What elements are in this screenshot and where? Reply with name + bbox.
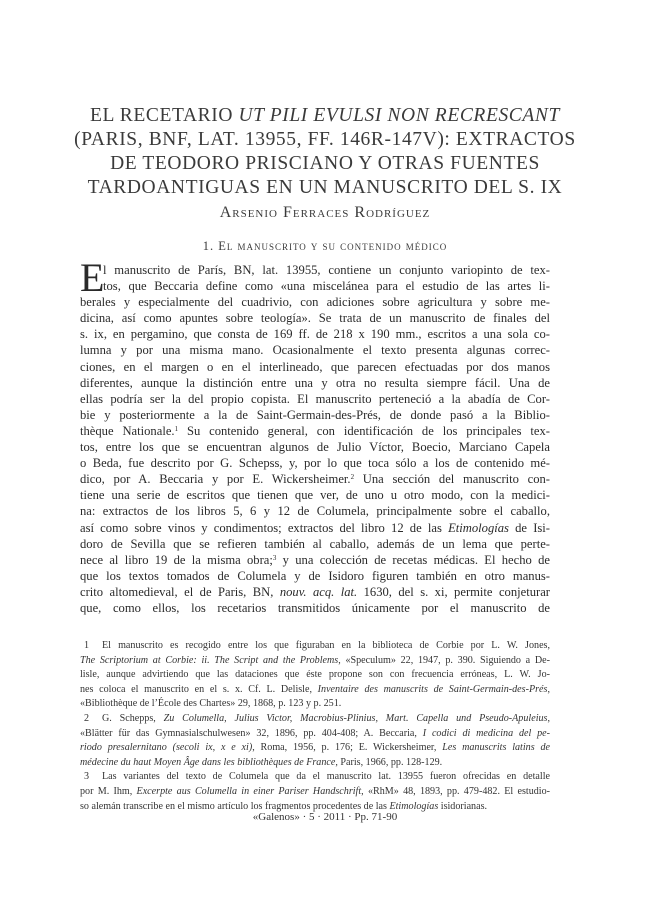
- footnote-line: «Blätter für das Gymnasialschulwesen» 32, 1896, pp. 404-408; A. Beccaria, I codici di medicina del pe-: [80, 727, 550, 739]
- body-line: doro de Sevilla que se refieren también al caballo, además de un lema que perte-: [80, 536, 550, 551]
- body-line: nece al libro 19 de la misma obra;$^3$ y una colección de recetas médicas. El hecho de: [80, 552, 550, 567]
- footnote-line: so alemán transcribe en el mismo artículo los fragmentos procedentes de las Etimologías isidorianas.: [80, 800, 488, 812]
- title-italic: UT PILI EVULSI NON RECRESCANT: [238, 105, 560, 126]
- footnote-ref[interactable]: 2: [350, 473, 355, 482]
- footnote-line: médecine du haut Moyen Âge dans les bibliothèques de France, Paris, 1966, pp. 128-129.: [80, 756, 443, 768]
- body-line: dico, por A. Beccaria y por E. Wickersheimer.$^2$ Una sección del manuscrito con-: [80, 472, 550, 487]
- footnote-2: 2 G. Schepps, Zu Columella, Julius Victor, Macrobius-Plinius, Mart. Capella und Pseudo-Apuleius,: [80, 712, 550, 727]
- footnote-3: 3 Las variantes del texto de Columela que da el manuscrito lat. 13955 fueron ofrecidas en detalle: [80, 770, 550, 785]
- body-line: l manuscrito de París, BN, lat. 13955, contiene un conjunto variopinto de tex-: [103, 263, 550, 277]
- body-line: que, como ellos, los recetarios transmitidos únicamente por el manuscrito de: [80, 600, 550, 615]
- article-title: [60, 104, 590, 200]
- body-line: así como sobre vinos y condimentos; extractos del libro 12 de las Etimologías de Isi-: [80, 520, 550, 535]
- body-text: [80, 255, 550, 616]
- footnote-number: 2: [84, 712, 90, 724]
- footnote-line: The Scriptorium at Corbie: ii. The Script and the Problems, «Speculum» 22, 1947, p. 390. Siguiendo a De-: [80, 654, 550, 666]
- body-line: tiene una serie de escritos que tienen que ver, de uno u otro modo, con la medici-: [80, 488, 550, 503]
- body-line: crito altomedieval, el de Paris, BN, nouv. acq. lat. 1630, del s. xi, permite conjeturar: [80, 584, 550, 599]
- footnote-ref[interactable]: 3: [272, 553, 277, 562]
- body-line: dicina, así como apuntes sobre teología». Se trata de un manuscrito de finales del: [80, 311, 550, 326]
- author-name: Arsenio Ferraces Rodríguez: [219, 204, 431, 221]
- title-line-2: (PARIS, BNF, LAT. 13955, FF. 146R-147V): EXTRACTOS: [74, 129, 576, 150]
- body-line: tos, que Beccaria define como «una miscelánea para el estudio de las artes li-: [103, 279, 550, 294]
- body-line: s. ix, en pergamino, que consta de 169 ff. de 218 x 190 mm., escritos a una sola co-: [80, 327, 550, 342]
- footnote-line: riodo presalernitano (secoli ix, x e xi), Roma, 1956, p. 176; E. Wickersheimer, Les manuscrits latins de: [80, 742, 550, 754]
- journal-footer: «Galenos» · 5 · 2011 · Pp. 71-90: [252, 811, 398, 823]
- title-line-1: EL RECETARIO UT PILI EVULSI NON RECRESCANT: [90, 105, 560, 126]
- drop-cap: E: [80, 255, 105, 300]
- footnote-line: «Bibliothèque de l’École des Chartes» 29, 1868, p. 123 y p. 251.: [80, 698, 342, 710]
- title-line-3: DE TEODORO PRISCIANO Y OTRAS FUENTES: [110, 153, 540, 174]
- body-line: lumna y por una misma mano. Ocasionalmente el texto presenta algunas correc-: [80, 343, 550, 358]
- footnote-line: lisle, aunque advirtiendo que las dataciones que éste propone son con frecuencia erróneas, L. W. Jo-: [80, 669, 550, 681]
- footnote-line: por M. Ihm, Excerpte aus Columella in einer Pariser Handschrift, «RhM» 48, 1893, pp. 479-482. El estudio-: [80, 785, 550, 797]
- body-line: berales y especialmente del cuadrivio, con adiciones sobre agricultura y sobre me-: [80, 295, 550, 310]
- body-line: ciones, en el margen o en el interlineado, que parecen efectuadas por dos manos: [80, 359, 550, 374]
- title-line-4: TARDOANTIGUAS EN UN MANUSCRITO DEL S. IX: [87, 177, 563, 198]
- body-line: o Beda, fue descrito por G. Schepss, y, por lo que toca sólo a los de contenido mé-: [80, 456, 550, 471]
- body-line: tos, entre los que se encuentran algunos de Julio Víctor, Boecio, Marciano Capela: [80, 440, 550, 455]
- body-line: que los textos tomados de Columela y de Isidoro figuren también en otro manus-: [80, 568, 550, 583]
- footnotes: [80, 639, 550, 814]
- section-heading: 1. El manuscrito y su contenido médico: [202, 239, 448, 253]
- body-line: diferentes, aunque la distinción entre una y otra no resulta siempre fácil. Una de: [80, 375, 550, 390]
- footnote-number: 3: [84, 771, 90, 783]
- body-line: bie y posteriormente a la de Saint-Germain-des-Prés, de donde pasó a la Biblio-: [80, 407, 550, 422]
- footnote-number: 1: [84, 640, 90, 651]
- footnote-1: 1 El manuscrito es recogido entre los que figuraban en la biblioteca de Corbie por L. W. Jones,: [80, 639, 550, 654]
- body-line: ellas podría ser la del propio copista. El manuscrito perteneció a la abadía de Cor-: [80, 391, 550, 406]
- footnote-line: nes coloca el manuscrito en el s. x. Cf. L. Delisle, Inventaire des manuscrits de Saint-Germain-des-Prés,: [80, 683, 550, 695]
- body-line: na: extractos de los libros 5, 6 y 12 de Columela, principalmente sobre el caballo,: [80, 504, 550, 519]
- footnote-ref[interactable]: 1: [174, 424, 179, 433]
- body-line: thèque Nationale.$^1$ Su contenido general, con identificación de los principales tex-: [80, 423, 550, 438]
